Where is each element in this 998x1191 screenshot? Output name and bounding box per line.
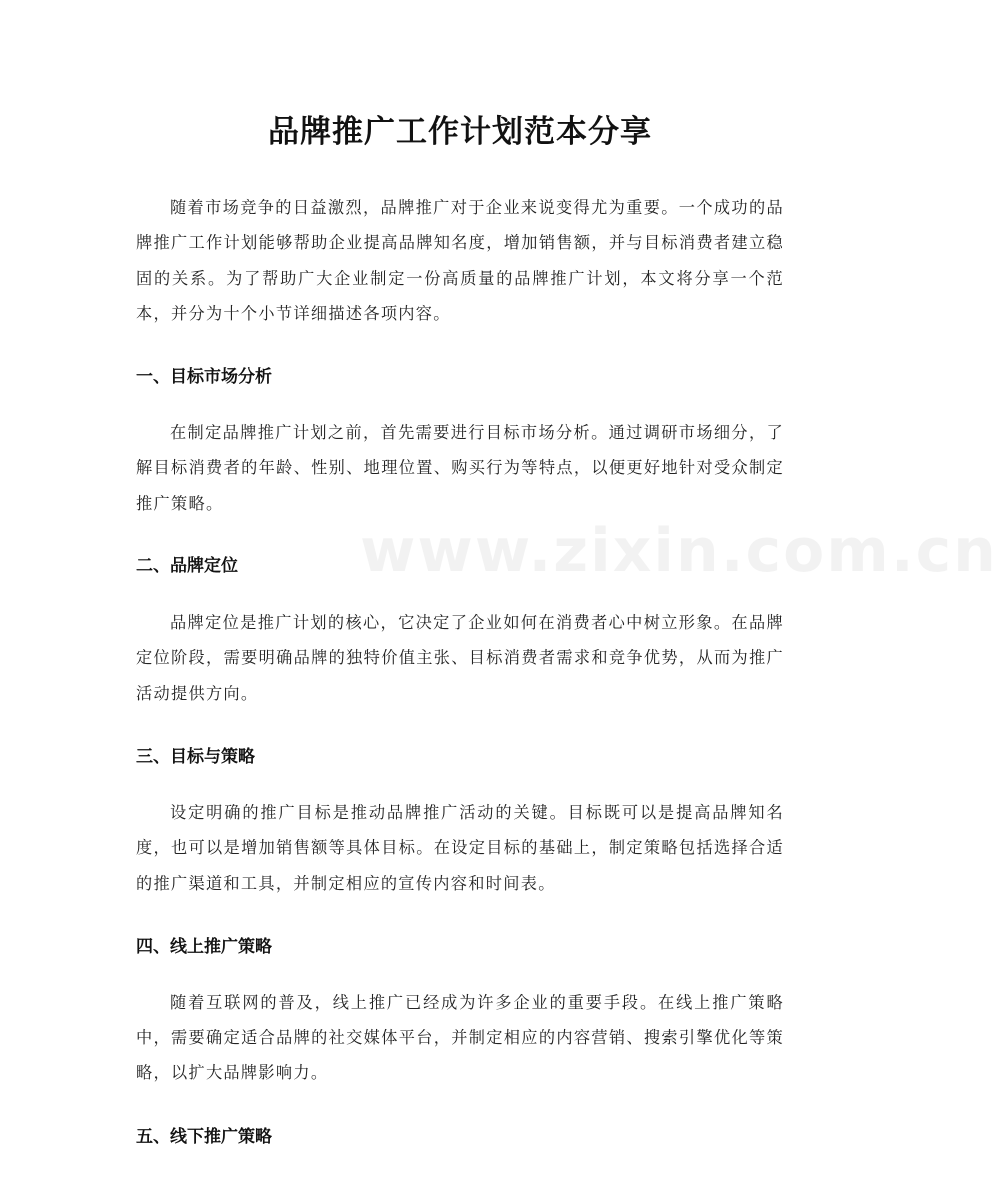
section-body-4: 随着互联网的普及，线上推广已经成为许多企业的重要手段。在线上推广策略中，需要确定适合品牌的社交媒体平台，并制定相应的内容营销、搜索引擎优化等策略，以扩大品牌影响力。 [136,992,784,1083]
section-body-3: 设定明确的推广目标是推动品牌推广活动的关键。目标既可以是提高品牌知名度，也可以是增加销售额等具体目标。在设定目标的基础上，制定策略包括选择合适的推广渠道和工具，并制定相应的宣传内容和时间表。 [136,802,784,893]
document-title: 品牌推广工作计划范本分享 [268,114,652,150]
section-heading-1: 一、目标市场分析 [136,367,272,388]
section-heading-3: 三、目标与策略 [136,746,255,767]
watermark: www.zixin.com.cn [360,516,998,586]
section-heading-2: 二、品牌定位 [136,556,238,577]
section-heading-4: 四、线上推广策略 [136,936,272,957]
section-heading-5: 五、线下推广策略 [136,1126,272,1147]
intro-paragraph: 随着市场竞争的日益激烈，品牌推广对于企业来说变得尤为重要。一个成功的品牌推广工作计划能够帮助企业提高品牌知名度，增加销售额，并与目标消费者建立稳固的关系。为了帮助广大企业制定一份高质量的品牌推广计划，本文将分享一个范本，并分为十个小节详细描述各项内容。 [136,198,784,323]
section-body-1: 在制定品牌推广计划之前，首先需要进行目标市场分析。通过调研市场细分，了解目标消费者的年龄、性别、地理位置、购买行为等特点，以便更好地针对受众制定推广策略。 [136,423,784,513]
section-body-2: 品牌定位是推广计划的核心，它决定了企业如何在消费者心中树立形象。在品牌定位阶段，需要明确品牌的独特价值主张、目标消费者需求和竞争优势，从而为推广活动提供方向。 [136,613,784,703]
